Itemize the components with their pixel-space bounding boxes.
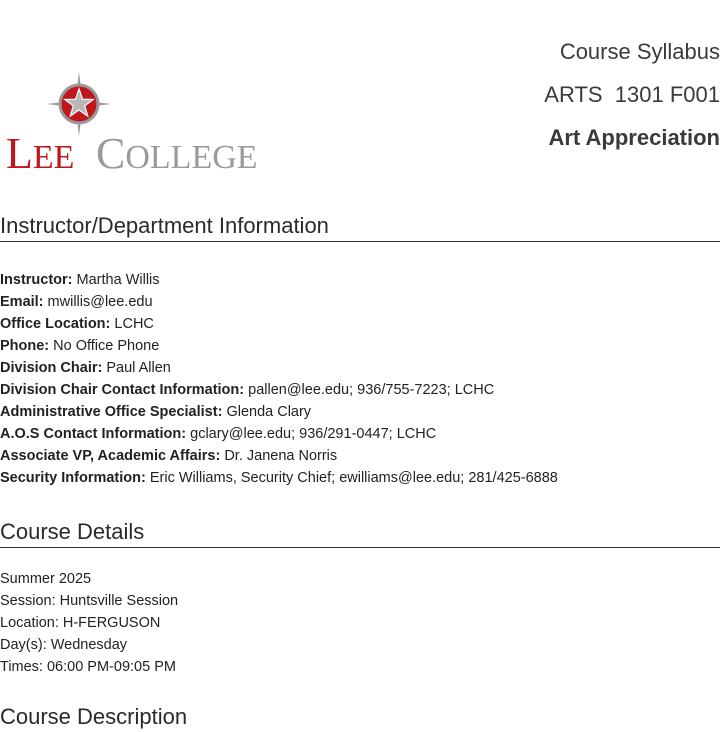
course-details-section	[0, 519, 720, 678]
info-item-division-chair-contact	[0, 379, 720, 401]
instructor-department-section	[0, 213, 720, 489]
info-value: Eric Williams, Security Chief; ewilliams@lee.edu; 281/425-6888	[149, 470, 558, 486]
info-item-email	[0, 291, 720, 313]
info-value: Martha Willis	[76, 272, 160, 288]
document-title: Course Syllabus	[559, 39, 720, 64]
syllabus-header	[0, 0, 720, 190]
info-value: LCHC	[114, 316, 154, 332]
section-heading: Course Description	[0, 704, 188, 729]
info-value: pallen@lee.edu; 936/755-7223; LCHC	[248, 382, 495, 398]
info-label: Office Location:	[0, 316, 111, 332]
info-label: Phone:	[0, 338, 50, 354]
course-details-list	[0, 568, 720, 678]
info-item-instructor	[0, 269, 720, 291]
svg-text:LEE: LEE	[6, 129, 75, 174]
detail-times: Times: 06:00 PM-09:05 PM	[0, 659, 176, 675]
lee-college-logo	[6, 70, 274, 174]
info-item-associate-vp	[0, 445, 720, 467]
info-value: Dr. Janena Norris	[224, 448, 338, 464]
title-block	[544, 30, 720, 159]
info-item-security	[0, 467, 720, 489]
info-label: Division Chair:	[0, 360, 103, 376]
detail-term: Summer 2025	[0, 571, 92, 587]
svg-text:COLLEGE: COLLEGE	[96, 129, 258, 174]
course-description-section	[0, 704, 720, 732]
info-item-phone	[0, 335, 720, 357]
detail-location: Location: H-FERGUSON	[0, 615, 161, 631]
info-label: Email:	[0, 294, 44, 310]
info-value: Paul Allen	[106, 360, 171, 376]
section-heading: Course Details	[0, 519, 720, 548]
course-name: Art Appreciation	[548, 125, 720, 150]
info-label: A.O.S Contact Information:	[0, 426, 187, 442]
info-item-division-chair	[0, 357, 720, 379]
info-label: Associate VP, Academic Affairs:	[0, 448, 221, 464]
instructor-info-list	[0, 269, 720, 489]
info-value: gclary@lee.edu; 936/291-0447; LCHC	[190, 426, 437, 442]
detail-days: Day(s): Wednesday	[0, 637, 128, 653]
info-label: Instructor:	[0, 272, 73, 288]
compass-star-icon	[47, 72, 111, 136]
section-heading: Instructor/Department Information	[0, 213, 720, 242]
info-label: Division Chair Contact Information:	[0, 382, 245, 398]
info-item-office-location	[0, 313, 720, 335]
info-value: Glenda Clary	[226, 404, 312, 420]
detail-session: Session: Huntsville Session	[0, 593, 179, 609]
info-item-aos-contact	[0, 423, 720, 445]
info-item-admin-office-specialist	[0, 401, 720, 423]
info-label: Security Information:	[0, 470, 146, 486]
info-value: mwillis@lee.edu	[47, 294, 153, 310]
info-value: No Office Phone	[53, 338, 160, 354]
course-code: ARTS 1301 F001	[544, 82, 720, 107]
info-label: Administrative Office Specialist:	[0, 404, 223, 420]
